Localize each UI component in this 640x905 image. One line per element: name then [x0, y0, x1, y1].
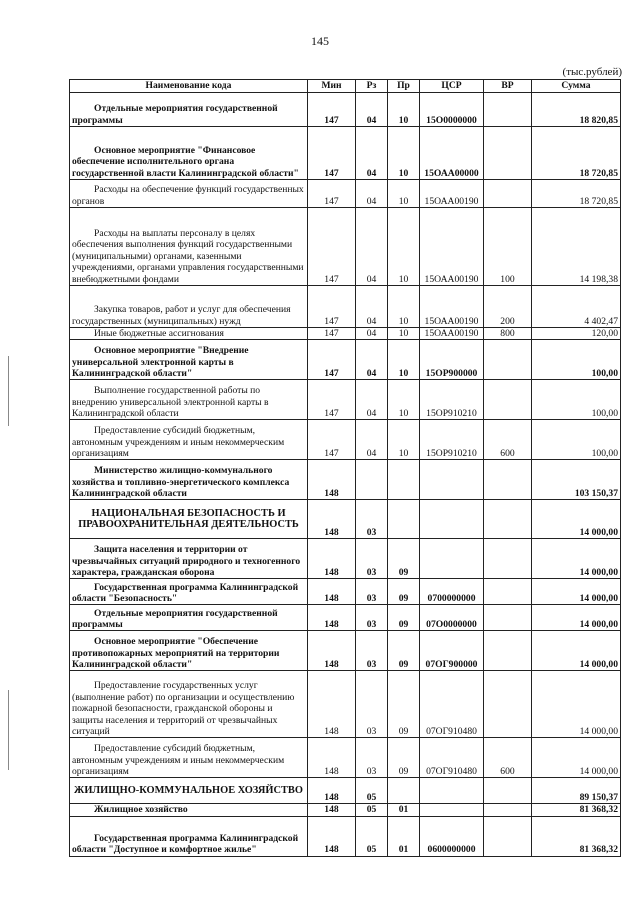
table-row [70, 631, 621, 671]
cell-sum: 14 198,38 [532, 208, 621, 286]
cell-pr [388, 500, 420, 539]
cell-vr [484, 579, 532, 605]
cell-rz: 03 [356, 500, 388, 539]
cell-vr [484, 460, 532, 500]
cell-rz: 03 [356, 539, 388, 579]
cell-rz: 04 [356, 286, 388, 328]
cell-sum: 120,00 [532, 328, 621, 340]
cell-min: 147 [308, 180, 356, 208]
cell-sum: 89 150,37 [532, 778, 621, 804]
header-min: Мин [308, 80, 356, 93]
cell-csr: 07О0000000 [420, 605, 484, 631]
table-row [70, 816, 621, 856]
cell-sum: 18 720,85 [532, 127, 621, 180]
table-row [70, 671, 621, 738]
cell-rz: 04 [356, 340, 388, 380]
cell-pr: 09 [388, 539, 420, 579]
cell-rz: 03 [356, 671, 388, 738]
cell-min: 148 [308, 539, 356, 579]
cell-vr [484, 539, 532, 579]
cell-name: Государственная программа Калининградской области "Безопасность" [70, 579, 308, 605]
cell-csr: 15ОАА00190 [420, 328, 484, 340]
table-row [70, 804, 621, 816]
cell-csr: 07ОГ900000 [420, 631, 484, 671]
cell-rz: 04 [356, 208, 388, 286]
cell-rz: 04 [356, 380, 388, 420]
cell-rz: 04 [356, 93, 388, 127]
cell-rz: 03 [356, 738, 388, 778]
cell-name: Закупка товаров, работ и услуг для обеспечения государственных (муниципальных) нужд [70, 286, 308, 328]
cell-rz: 05 [356, 816, 388, 856]
cell-rz: 04 [356, 328, 388, 340]
table-row [70, 127, 621, 180]
cell-name: ЖИЛИЩНО-КОММУНАЛЬНОЕ ХОЗЯЙСТВО [70, 778, 308, 804]
cell-sum: 14 000,00 [532, 605, 621, 631]
cell-sum: 4 402,47 [532, 286, 621, 328]
cell-sum: 81 368,32 [532, 816, 621, 856]
cell-vr: 800 [484, 328, 532, 340]
cell-min: 147 [308, 286, 356, 328]
cell-csr [420, 539, 484, 579]
cell-vr: 100 [484, 208, 532, 286]
cell-csr: 0600000000 [420, 816, 484, 856]
cell-min: 148 [308, 778, 356, 804]
cell-sum: 18 720,85 [532, 180, 621, 208]
cell-name: Отдельные мероприятия государственной программы [70, 93, 308, 127]
cell-rz: 05 [356, 778, 388, 804]
table-row [70, 208, 621, 286]
cell-rz: 03 [356, 605, 388, 631]
table-row [70, 420, 621, 460]
cell-rz: 03 [356, 631, 388, 671]
table-row [70, 460, 621, 500]
table-row [70, 605, 621, 631]
cell-pr: 10 [388, 420, 420, 460]
table-row [70, 340, 621, 380]
cell-vr [484, 180, 532, 208]
cell-csr [420, 500, 484, 539]
cell-sum: 81 368,32 [532, 804, 621, 816]
cell-min: 148 [308, 631, 356, 671]
cell-pr: 10 [388, 208, 420, 286]
cell-rz [356, 460, 388, 500]
header-csr: ЦСР [420, 80, 484, 93]
cell-name: Защита населения и территории от чрезвычайных ситуаций природного и техногенного характера, гражданская оборона [70, 539, 308, 579]
cell-min: 148 [308, 605, 356, 631]
page-number: 145 [311, 34, 329, 48]
cell-rz: 04 [356, 420, 388, 460]
cell-min: 147 [308, 328, 356, 340]
table-row [70, 539, 621, 579]
header-name: Наименование кода [70, 80, 308, 93]
cell-vr [484, 127, 532, 180]
cell-pr: 10 [388, 286, 420, 328]
cell-sum: 14 000,00 [532, 579, 621, 605]
cell-min: 148 [308, 579, 356, 605]
cell-vr [484, 340, 532, 380]
cell-sum: 14 000,00 [532, 539, 621, 579]
cell-pr: 10 [388, 93, 420, 127]
cell-name: Иные бюджетные ассигнования [70, 328, 308, 340]
cell-pr: 09 [388, 738, 420, 778]
table-row [70, 778, 621, 804]
cell-sum: 14 000,00 [532, 500, 621, 539]
margin-mark [8, 690, 9, 770]
table-row [70, 93, 621, 127]
cell-pr: 01 [388, 816, 420, 856]
cell-rz: 04 [356, 180, 388, 208]
cell-name: Расходы на выплаты персоналу в целях обеспечения выполнения функций государственными (муниципальными) органами, казенными учреждениями, органами управления государственными внебюджетными фондами [70, 208, 308, 286]
cell-pr [388, 460, 420, 500]
cell-name: Предоставление государственных услуг (выполнение работ) по организации и осуществлению пожарной безопасности, гражданской обороны и защиты населения и территорий от чрезвычайных ситуаций [70, 671, 308, 738]
cell-name: Отдельные мероприятия государственной программы [70, 605, 308, 631]
cell-min: 147 [308, 127, 356, 180]
cell-name: Предоставление субсидий бюджетным, автономным учреждениям и иным некоммерческим организациям [70, 738, 308, 778]
cell-min: 147 [308, 420, 356, 460]
cell-name: Основное мероприятие "Внедрение универсальной электронной карты в Калининградской области" [70, 340, 308, 380]
cell-name: Государственная программа Калининградской области "Доступное и комфортное жилье" [70, 816, 308, 856]
cell-vr [484, 605, 532, 631]
cell-min: 148 [308, 738, 356, 778]
table-row [70, 579, 621, 605]
cell-sum: 18 820,85 [532, 93, 621, 127]
table-row [70, 738, 621, 778]
cell-min: 148 [308, 500, 356, 539]
cell-min: 147 [308, 93, 356, 127]
cell-csr: 0700000000 [420, 579, 484, 605]
cell-pr: 10 [388, 180, 420, 208]
cell-sum: 100,00 [532, 420, 621, 460]
cell-pr: 09 [388, 579, 420, 605]
cell-pr [388, 778, 420, 804]
cell-sum: 100,00 [532, 380, 621, 420]
cell-csr: 15ОР910210 [420, 380, 484, 420]
cell-name: Расходы на обеспечение функций государственных органов [70, 180, 308, 208]
units-label: (тыс.рублей) [562, 66, 622, 78]
cell-name: Министерство жилищно-коммунального хозяйства и топливно-энергетического комплекса Калининградской области [70, 460, 308, 500]
header-rz: Рз [356, 80, 388, 93]
cell-vr [484, 671, 532, 738]
cell-sum: 103 150,37 [532, 460, 621, 500]
budget-table [69, 79, 621, 857]
cell-sum: 100,00 [532, 340, 621, 380]
cell-pr: 10 [388, 380, 420, 420]
cell-vr: 200 [484, 286, 532, 328]
cell-csr: 15ОАА00000 [420, 127, 484, 180]
cell-min: 147 [308, 340, 356, 380]
cell-name: НАЦИОНАЛЬНАЯ БЕЗОПАСНОСТЬ И ПРАВООХРАНИТЕЛЬНАЯ ДЕЯТЕЛЬНОСТЬ [70, 500, 308, 539]
cell-min: 148 [308, 671, 356, 738]
cell-vr [484, 778, 532, 804]
table-header-row [70, 80, 621, 93]
table-row [70, 180, 621, 208]
cell-rz: 04 [356, 127, 388, 180]
cell-vr [484, 93, 532, 127]
cell-pr: 09 [388, 605, 420, 631]
cell-min: 148 [308, 816, 356, 856]
cell-csr: 15ОАА00190 [420, 208, 484, 286]
cell-csr [420, 778, 484, 804]
cell-name: Жилищное хозяйство [70, 804, 308, 816]
cell-vr: 600 [484, 420, 532, 460]
cell-csr: 07ОГ910480 [420, 738, 484, 778]
header-vr: ВР [484, 80, 532, 93]
cell-vr [484, 804, 532, 816]
cell-sum: 14 000,00 [532, 671, 621, 738]
cell-rz: 05 [356, 804, 388, 816]
cell-pr: 10 [388, 340, 420, 380]
cell-vr [484, 816, 532, 856]
header-sum: Сумма [532, 80, 621, 93]
cell-rz: 03 [356, 579, 388, 605]
cell-sum: 14 000,00 [532, 738, 621, 778]
cell-csr: 15ОАА00190 [420, 180, 484, 208]
cell-vr [484, 500, 532, 539]
cell-name: Предоставление субсидий бюджетным, автономным учреждениям и иным некоммерческим организациям [70, 420, 308, 460]
cell-pr: 10 [388, 127, 420, 180]
cell-name: Основное мероприятие "Финансовое обеспечение исполнительного органа государственной власти Калининградской области" [70, 127, 308, 180]
cell-vr [484, 380, 532, 420]
table-row [70, 328, 621, 340]
cell-pr: 10 [388, 328, 420, 340]
cell-pr: 09 [388, 631, 420, 671]
cell-sum: 14 000,00 [532, 631, 621, 671]
header-pr: Пр [388, 80, 420, 93]
cell-csr: 15ОР900000 [420, 340, 484, 380]
cell-min: 147 [308, 208, 356, 286]
cell-csr [420, 804, 484, 816]
cell-csr: 07ОГ910480 [420, 671, 484, 738]
table-row [70, 380, 621, 420]
cell-vr [484, 631, 532, 671]
table-row [70, 286, 621, 328]
cell-name: Основное мероприятие "Обеспечение противопожарных мероприятий на территории Калининградской области" [70, 631, 308, 671]
cell-min: 148 [308, 460, 356, 500]
cell-csr [420, 460, 484, 500]
cell-name: Выполнение государственной работы по внедрению универсальной электронной карты в Калининградской области [70, 380, 308, 420]
cell-pr: 01 [388, 804, 420, 816]
cell-csr: 15О0000000 [420, 93, 484, 127]
table-row [70, 500, 621, 539]
cell-min: 147 [308, 380, 356, 420]
margin-mark [8, 356, 9, 426]
cell-min: 148 [308, 804, 356, 816]
cell-vr: 600 [484, 738, 532, 778]
cell-csr: 15ОР910210 [420, 420, 484, 460]
cell-pr: 09 [388, 671, 420, 738]
cell-csr: 15ОАА00190 [420, 286, 484, 328]
